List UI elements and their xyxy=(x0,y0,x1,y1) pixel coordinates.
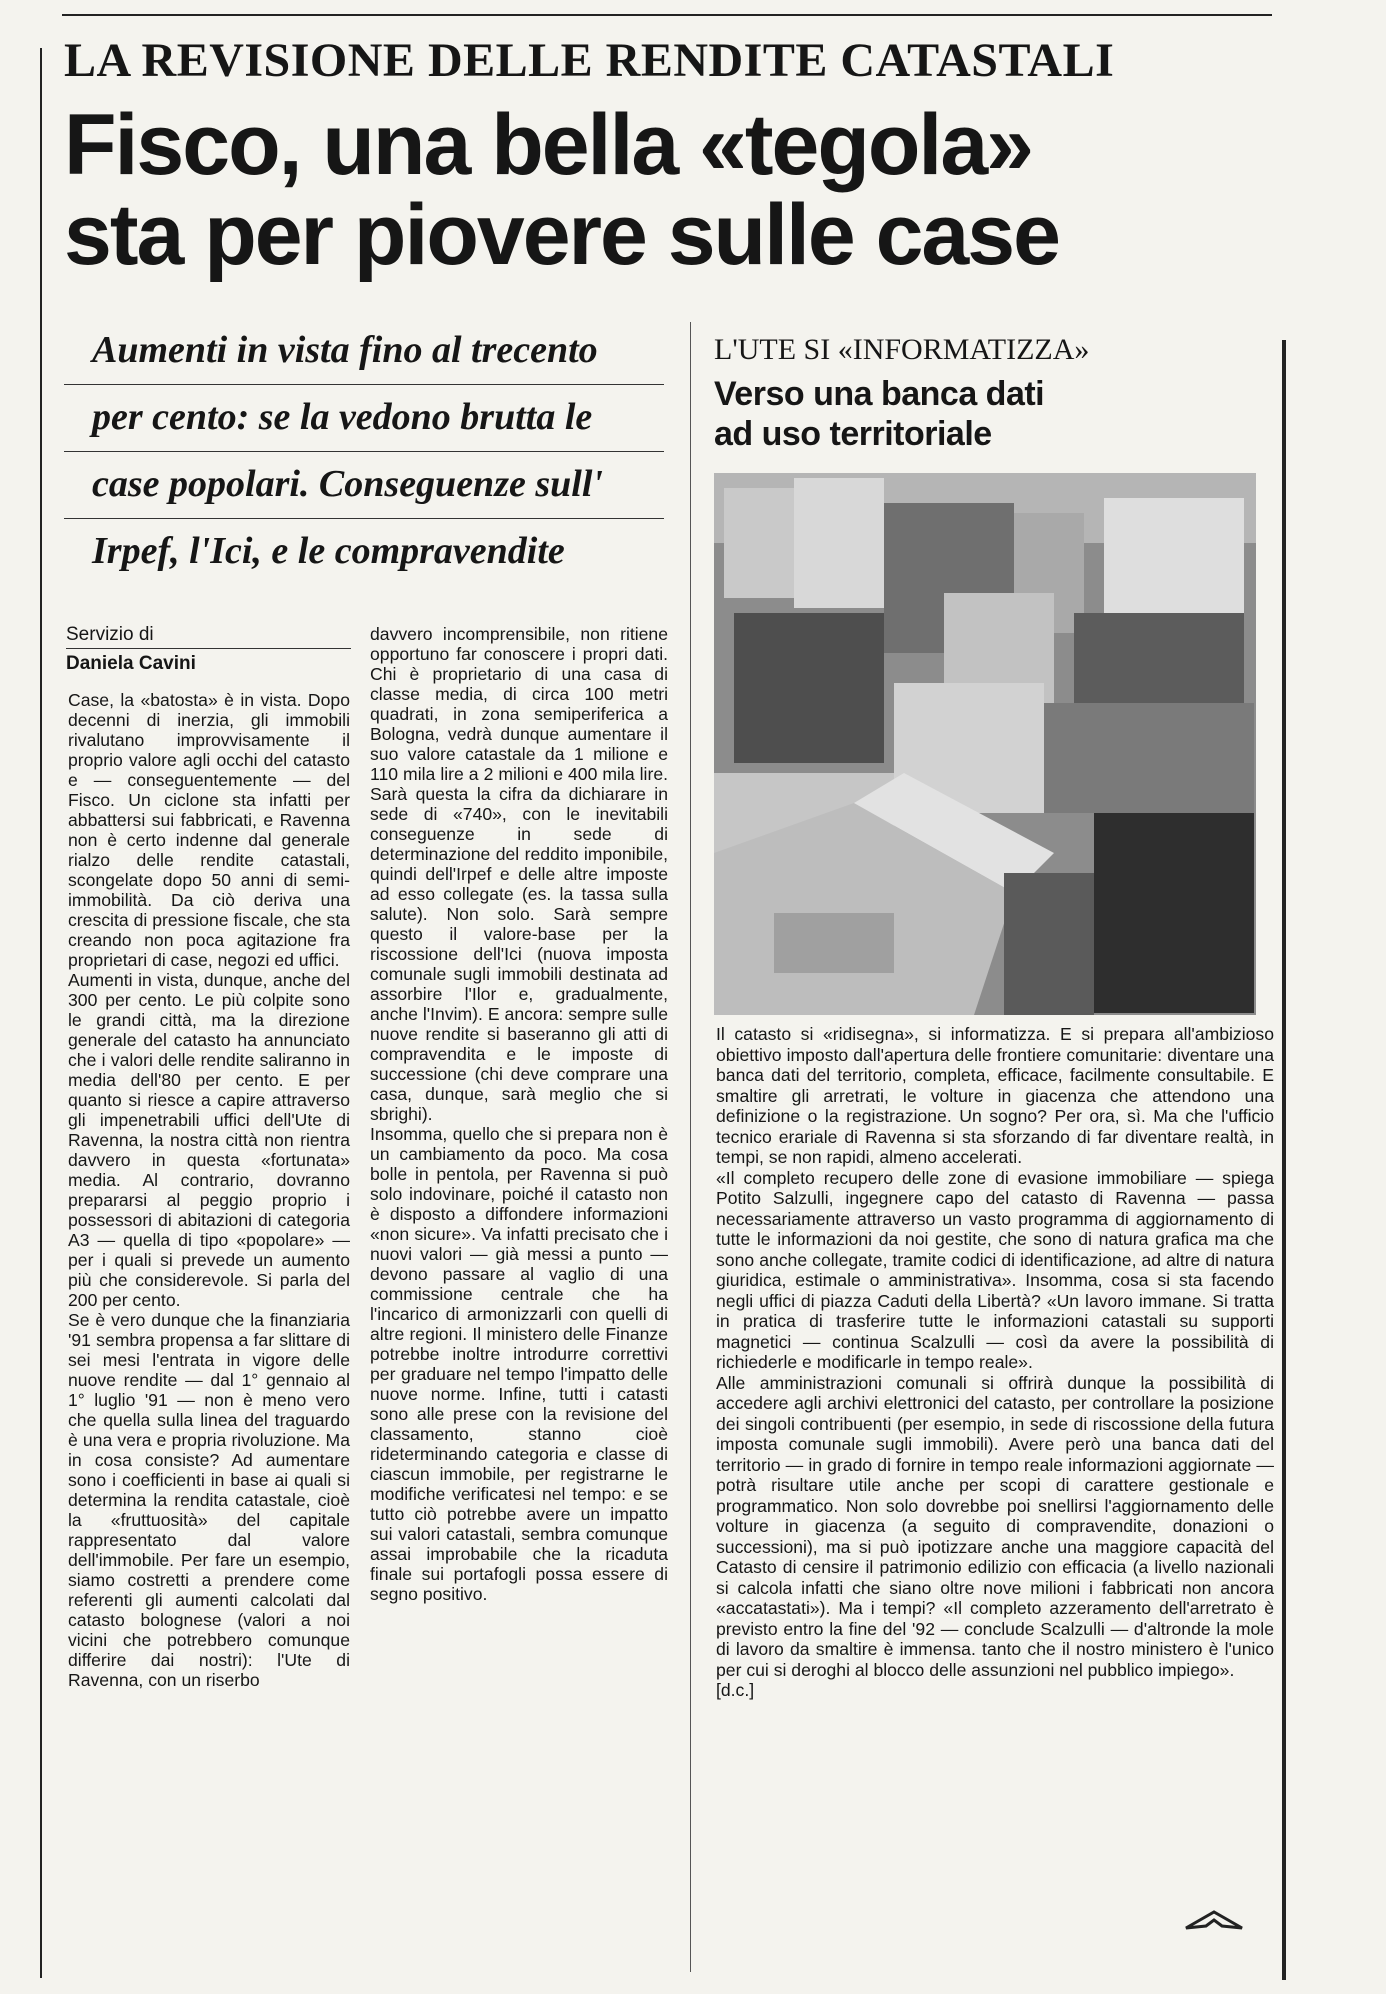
subhead-line: per cento: se la vedono brutta le xyxy=(64,385,664,452)
paragraph: Aumenti in vista, dunque, anche del 300 per cento. Le più colpite sono le grandi città, ma la direzione generale del catasto ha annunciato che i valori delle rendite saliranno in media dell'80 per cento. E per quanto si riesce a capire attraverso gli impenetrabili uffici dell'Ute di Ravenna, la nostra città non rientra davvero in questa «fortunata» media. Al contrario, dovranno prepararsi al peggio proprio i possessori di abitazioni di categoria A3 — quella di tipo «popolare» — per i quali si prevede un aumento più che considerevole. Si parla del 200 per cento. xyxy=(68,970,350,1310)
end-mark-icon xyxy=(1182,1906,1246,1934)
byline-prefix: Servizio di xyxy=(66,624,351,649)
kicker: LA REVISIONE DELLE RENDITE CATASTALI xyxy=(64,34,1115,87)
box-title xyxy=(714,374,1274,454)
author-initials: [d.c.] xyxy=(716,1680,755,1700)
paragraph: Case, la «batosta» è in vista. Dopo decenni di inerzia, gli immobili rivalutano improvvisamente il proprio valore agli occhi del catasto e — conseguentemente — del Fisco. Un ciclone sta infatti per abbattersi sui fabbricati, e Ravenna non è certo indenne dal generale rialzo delle rendite catastali, scongelate dopo 50 anni di semi-immobilità. Da ciò deriva una crescita di pressione fiscale, che sta creando non poca agitazione fra proprietari di case, negozi ed uffici. xyxy=(68,690,350,970)
box-title-line-1: Verso una banca dati xyxy=(714,375,1045,413)
subhead-line: case popolari. Conseguenze sull' xyxy=(64,452,664,519)
city-photo xyxy=(714,473,1256,1015)
box-kicker: L'UTE SI «INFORMATIZZA» xyxy=(714,333,1090,366)
left-rule xyxy=(40,48,42,1978)
paragraph: Alle amministrazioni comunali si offrirà dunque la possibilità di accedere agli archivi elettronici del catasto, per controllare la posizione dei singoli contribuenti (per esempio, in sede di riscossione della futura imposta comunale sugli immobili). Avere però una banca dati del territorio — in grado di fornire in tempo reale informazioni aggiornate — potrà risultare utile anche per scopi di carattere gestionale e programmatico. Non solo dovrebbe poi snellirsi l'aggiornamento delle volture in giacenza (a seguito di compravendite, donazioni o successioni), ma si può ipotizzare anche una maggiore capacità del Catasto di censire il patrimonio edilizio con efficacia (a livello nazionali si calcola infatti che siano oltre nove milioni i fabbricati non ancora «accatastati»). Ma i tempi? «Il completo azzeramento dell'arretrato è previsto entro la fine del '92 — conclude Scalzulli — d'altronde la mole di lavoro da smaltire è immensa. tanto che il nostro ministero è l'unico per cui si deroghi al blocco delle assunzioni nel pubblico impiego». xyxy=(716,1372,1274,1680)
subhead-line: Aumenti in vista fino al trecento xyxy=(64,318,664,385)
paragraph: Insomma, quello che si prepara non è un cambiamento da poco. Ma cosa bolle in pentola, per Ravenna si può solo indovinare, poiché il catasto non è disposto a diffondere informazioni «non sicure». Va infatti precisato che i nuovi valori — già messi a punto — devono passare al vaglio di una commissione centrale che ha l'incarico di armonizzarli con quelli di altre regioni. Il ministero delle Finanze potrebbe inoltre introdurre correttivi per graduare nel tempo l'impatto delle nuove norme. Infine, tutti i catasti sono alle prese con la revisione del classamento, stanno cioè rideterminando categoria e classe di ciascun immobile, per registrarne le modifiche verificatesi nel tempo: e se tutto ciò potrebbe avere un impatto sui valori catastali, sembra comunque assai improbabile che la ricaduta finale sui portafogli possa essere di segno positivo. xyxy=(370,1124,668,1604)
headline xyxy=(64,97,1264,283)
paragraph: davvero incomprensibile, non ritiene opportuno far conoscere i propri dati. Chi è proprietario di una casa di classe media, di circa 100 metri quadrati, in zona semiperiferica a Bologna, vedrà dunque aumentare il suo valore catastale da 1 milione e 110 mila lire a 2 milioni e 400 mila lire. Sarà questa la cifra da dichiarare in sede di «740», con le inevitabili conseguenze in sede di determinazione del reddito imponibile, quindi dell'Irpef e delle altre imposte ad esso collegate (es. la tassa sulla salute). Non solo. Sarà sempre questo il valore-base per la riscossione dell'Ici (nuova imposta comunale sugli immobili destinata ad assorbire l'Ilor e, gradualmente, anche l'Invim). E ancora: sempre sulle nuove rendite si baseranno gli atti di compravendita e le imposte di successione (chi deve comprare una casa, dunque, sarà meglio che si sbrighi). xyxy=(370,624,668,1124)
paragraph: Se è vero dunque che la finanziaria '91 sembra propensa a far slittare di sei mesi l'entrata in vigore delle nuove rendite — dal 1° gennaio al 1° luglio '91 — non è meno vero che quella sulla linea del traguardo è una vera e propria rivoluzione. Ma in cosa consiste? Ad aumentare sono i coefficienti in base ai quali si determina la rendita catastale, cioè la «fruttuosità» del capitale rappresentato dal valore dell'immobile. Per fare un esempio, siamo costretti a prendere come referenti gli aumenti calcolati dal catasto bolognese (valori a noi vicini che potrebbero comunque differire dai nostri): l'Ute di Ravenna, con un riserbo xyxy=(68,1310,350,1690)
box-body xyxy=(716,1024,1274,1701)
byline xyxy=(66,624,351,675)
subhead-line: Irpef, l'Ici, e le compravendite xyxy=(92,530,565,572)
byline-author: Daniela Cavini xyxy=(66,653,196,674)
top-rule xyxy=(62,14,1272,16)
headline-line-2: sta per piovere sulle case xyxy=(64,187,1059,283)
article-column-1 xyxy=(68,690,350,1690)
paragraph: Il catasto si «ridisegna», si informatizza. E si prepara all'ambizioso obiettivo imposto dall'apertura delle frontiere comunitarie: diventare una banca dati del territorio, completa, efficace, facilmente consultabile. E smaltire gli arretrati, le volture in giacenza che attendono una definizione o la registrazione. Un sogno? Per ora, sì. Ma che l'ufficio tecnico erariale di Ravenna si sta sforzando di far diventare realtà, in tempi, se non rapidi, almeno accelerati. xyxy=(716,1024,1274,1167)
paragraph: «Il completo recupero delle zone di evasione immobiliare — spiega Potito Salzulli, ingegnere capo del catasto di Ravenna — passa necessariamente attraverso un vasto programma di aggiornamento di tutte le informazioni da noi gestite, che sono di natura grafica ma che sono anche collegate, tramite codici di identificazione, ad altre di natura giuridica, estimale o amministrativa». Insomma, cosa si sta facendo negli uffici di piazza Caduti della Libertà? «Un lavoro immane. Si tratta in pratica di trasferire tutte le informazioni catastali su supporti magnetici — continua Scalzulli — così da avere la possibilità di richiederle e modificarle in tempo reale». xyxy=(716,1167,1274,1372)
subheadline xyxy=(64,318,664,585)
right-rule xyxy=(1282,340,1286,1980)
headline-line-1: Fisco, una bella «tegola» xyxy=(64,97,1032,193)
article-column-2 xyxy=(370,624,668,1604)
box-title-line-2: ad uso territoriale xyxy=(714,415,992,453)
